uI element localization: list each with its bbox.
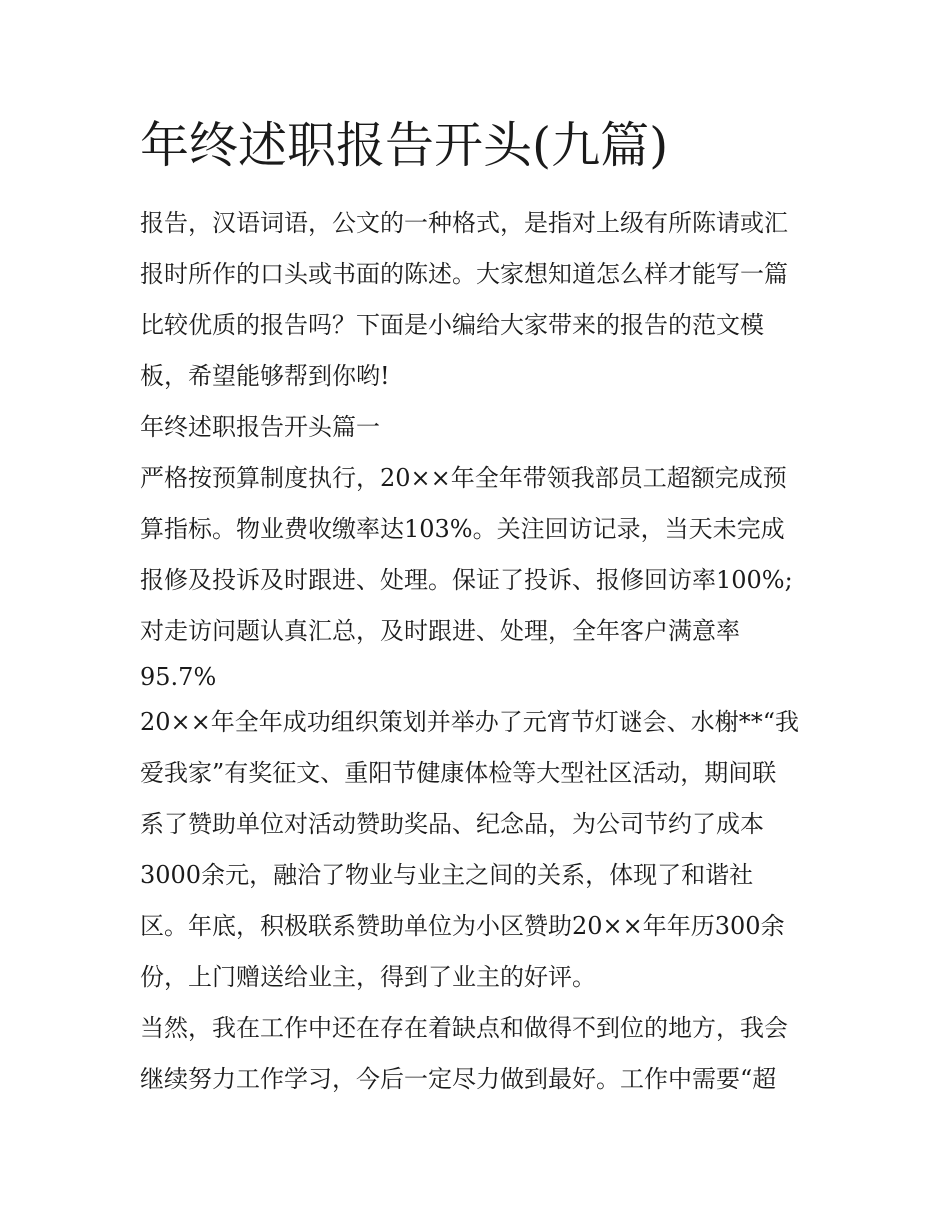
text-line: 95.7%: [140, 663, 217, 691]
document-page: [140, 112, 812, 1105]
body-paragraph: [140, 697, 812, 1003]
text-line: 20××年全年成功组织策划并举办了元宵节灯谜会、水榭**“我: [140, 708, 800, 736]
section-heading: [140, 402, 812, 453]
text-line: 3000余元，融洽了物业与业主之间的关系，体现了和谐社: [140, 861, 754, 889]
text-line: 系了赞助单位对活动赞助奖品、纪念品，为公司节约了成本: [140, 810, 764, 838]
text-line: 当然，我在工作中还在存在着缺点和做得不到位的地方，我会: [140, 1014, 788, 1042]
text-line: 比较优质的报告吗？下面是小编给大家带来的报告的范文模: [140, 311, 764, 339]
text-line: 算指标。物业费收缴率达103%。关注回访记录，当天未完成: [140, 515, 785, 543]
document-title: 年终述职报告开头(九篇): [140, 117, 669, 174]
text-line: 报时所作的口头或书面的陈述。大家想知道怎么样才能写一篇: [140, 260, 788, 288]
text-line: 报告，汉语词语，公文的一种格式，是指对上级有所陈请或汇: [140, 209, 788, 237]
text-line: 爱我家”有奖征文、重阳节健康体检等大型社区活动，期间联: [140, 759, 777, 787]
text-line: 继续努力工作学习，今后一定尽力做到最好。工作中需要“超: [140, 1065, 777, 1093]
text-line: 对走访问题认真汇总，及时跟进、处理，全年客户满意率: [140, 617, 740, 645]
text-line: 报修及投诉及时跟进、处理。保证了投诉、报修回访率100%;: [140, 566, 793, 594]
intro-paragraph: [140, 198, 812, 402]
body-paragraph: [140, 453, 812, 697]
text-line: 板，希望能够帮到你哟!: [140, 362, 390, 390]
text-line: 区。年底，积极联系赞助单位为小区赞助20××年年历300余: [140, 912, 785, 940]
text-line: 严格按预算制度执行，20××年全年带领我部员工超额完成预: [140, 464, 787, 492]
body-paragraph: [140, 1003, 812, 1105]
text-line: 份，上门赠送给业主，得到了业主的好评。: [140, 963, 596, 991]
heading-line: 年终述职报告开头篇一: [140, 413, 380, 441]
